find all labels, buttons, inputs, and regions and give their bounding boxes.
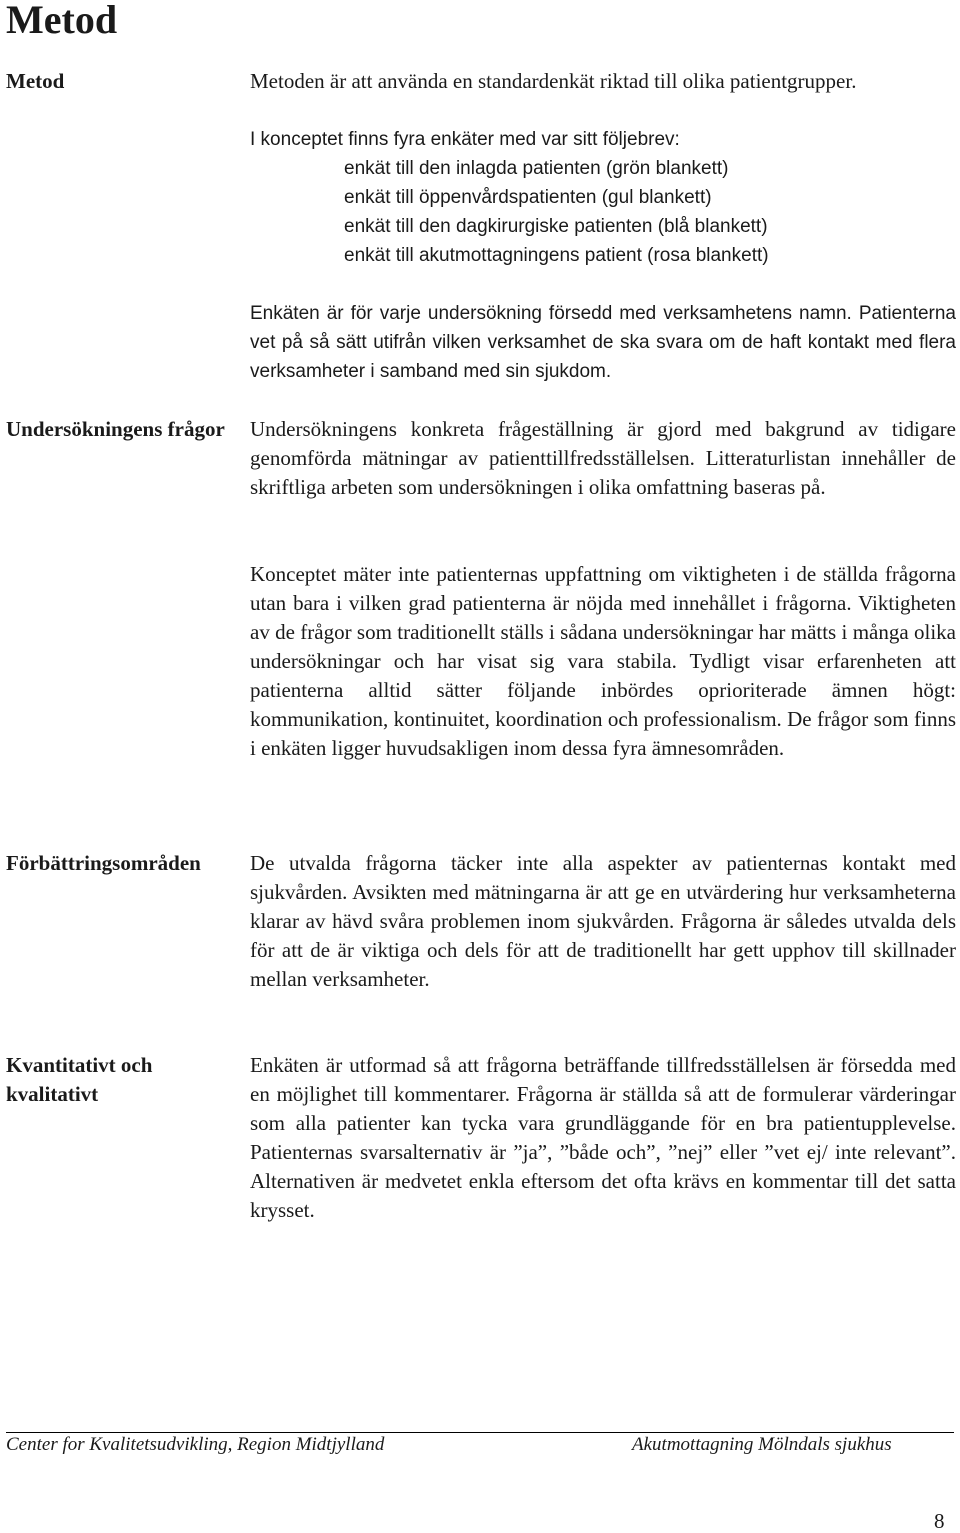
list-item: enkät till öppenvårdspatienten (gul blankett) bbox=[344, 187, 712, 208]
fragor-paragraph-1: Undersökningens konkreta frågeställning är gjord med bakgrund av tidigare genomförda mätningar av patienttillfredsställelsen. Litteraturlistan innehåller de skriftliga arbeten som undersökningen i olika omfattning baseras på. bbox=[250, 417, 956, 499]
footer-organization: Center for Kvalitetsudvikling, Region Midtjylland bbox=[6, 1434, 385, 1455]
footer-department: Akutmottagning Mölndals sjukhus bbox=[632, 1434, 892, 1455]
forbattring-paragraph-1: De utvalda frågorna täcker inte alla aspekter av patienternas kontakt med sjukvården. Avsikten med mätningarna är att ge en utvärdering hur verksamheterna klarar av hävd svåra problemen inom sjukvården. Frågorna är således utvalda dels för att de är viktiga och dels för att de traditionellt har gett upphov till skillnader mellan verksamheter. bbox=[250, 851, 956, 991]
metod-paragraph-1: Metoden är att använda en standardenkät riktad till olika patientgrupper. bbox=[250, 69, 857, 93]
section-label-metod: Metod bbox=[6, 69, 65, 93]
list-item: enkät till akutmottagningens patient (rosa blankett) bbox=[344, 245, 769, 266]
page-title: Metod bbox=[6, 0, 118, 42]
list-item: enkät till den inlagda patienten (grön blankett) bbox=[344, 158, 729, 179]
footer-divider bbox=[6, 1432, 954, 1433]
metod-paragraph-2: Enkäten är för varje undersökning försedd med verksamhetens namn. Patienterna vet på så sätt utifrån vilken verksamhet de ska svara om de haft kontakt med flera verksamheter i samband med sin sjukdom. bbox=[250, 303, 956, 382]
section-label-forbattring: Förbättringsområden bbox=[6, 851, 201, 875]
kvant-paragraph-1: Enkäten är utformad så att frågorna beträffande tillfredsställelsen är försedda med en möjlighet till kommentarer. Frågorna är ställda så att de formulerar värderingar som alla patienter kan tycka vara grundläggande för en bra patientupplevelse. Patienternas svarsalternativ är ”ja”, ”både och”, ”nej” eller ”vet ej/ inte relevant”. Alternativen är medvetet enkla eftersom det ofta krävs en kommentar till det satta krysset. bbox=[250, 1053, 956, 1222]
metod-intro: I konceptet finns fyra enkäter med var sitt följebrev: bbox=[250, 129, 680, 150]
page-number: 8 bbox=[934, 1509, 945, 1533]
fragor-paragraph-2: Konceptet mäter inte patienternas uppfattning om viktigheten i de ställda frågorna utan bara i vilken grad patienterna är nöjda med innehållet i frågorna. Viktigheten av de frågor som traditionellt ställs i sådana undersökningar har mätts i många olika undersökningar och har visat sig vara stabila. Tydligt visar erfarenheten att patienterna alltid sätter följande inbördes oprioriterade ämnen högt: kommunikation, kontinuitet, koordination och professionalism. De frågor som finns i enkäten ligger huvudsakligen inom dessa fyra ämnesområden. bbox=[250, 562, 956, 760]
list-item: enkät till den dagkirurgiske patienten (blå blankett) bbox=[344, 216, 768, 237]
section-label-fragor: Undersökningens frågor bbox=[6, 417, 225, 441]
section-label-kvant: Kvantitativt och kvalitativt bbox=[6, 1053, 153, 1106]
